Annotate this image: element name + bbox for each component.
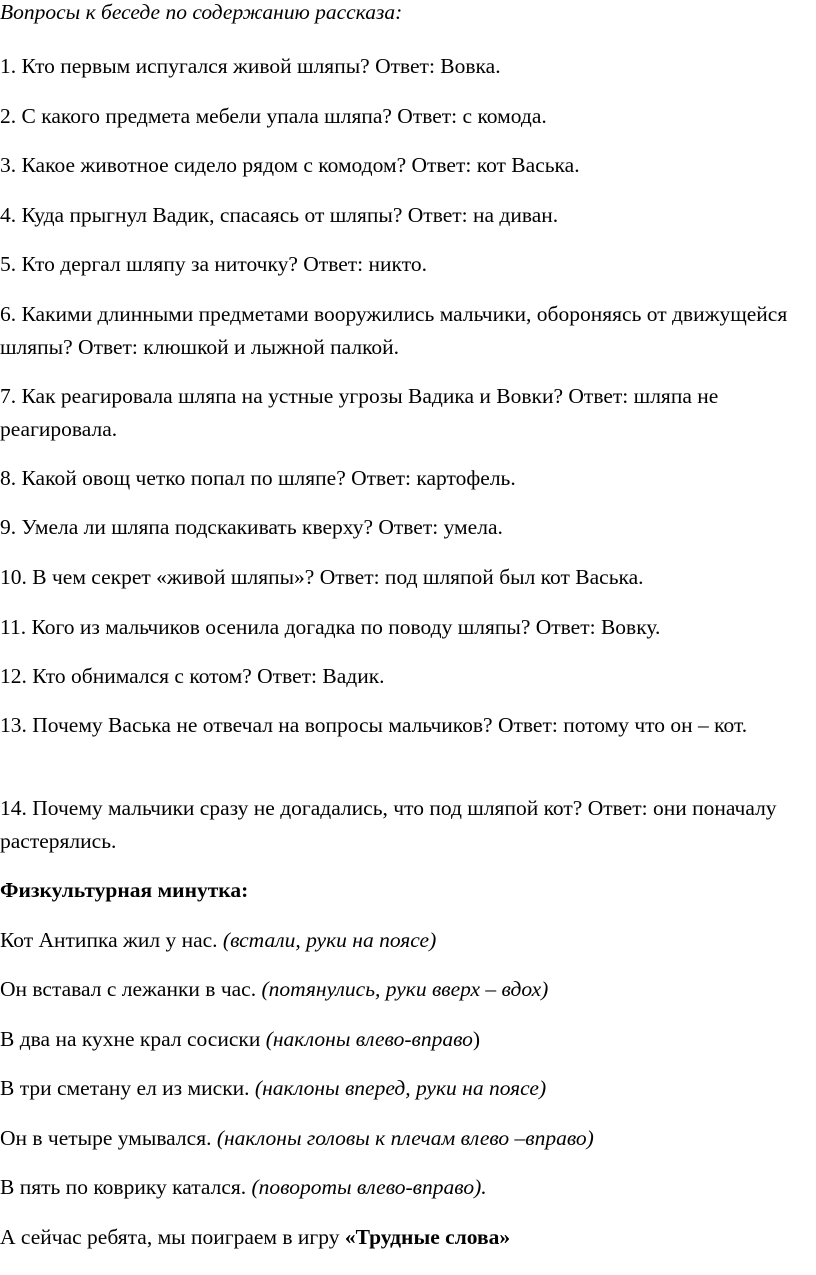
closing-text: А сейчас ребята, мы поиграем в игру [0,1225,345,1249]
question-5: 5. Кто дергал шляпу за ниточку? Ответ: никто. [0,252,427,276]
question-8: 8. Какой овощ четко попал по шляпе? Ответ: картофель. [0,466,516,490]
exercise-line-action: (потянулись, руки вверх – вдох) [261,977,549,1001]
exercise-title: Физкультурная минутка: [0,878,249,902]
exercise-line-text: В пять по коврику катался. [0,1175,252,1199]
question-7: 7. Как реагировала шляпа на устные угрозы Вадика и Вовки? Ответ: шляпа не реагировала. [0,384,719,441]
exercise-line-text: В три сметану ел из миски. [0,1076,255,1100]
closing-line [0,1221,800,1254]
exercise-line-action: (наклоны вперед, руки на поясе) [254,1076,547,1100]
exercise-line-5 [0,1122,800,1155]
exercise-line-action: (встали, руки на поясе) [222,928,437,952]
exercise-line-action: (наклоны влево-вправо [265,1027,473,1051]
exercise-line-3 [0,1023,800,1056]
exercise-line-suffix: ) [472,1027,481,1051]
question-6: 6. Какими длинными предметами вооружились мальчики, обороняясь от движущейся шляпы? Ответ: клюшкой и лыжной палкой. [0,302,788,359]
exercise-line-text: Он в четыре умывался. [0,1126,217,1150]
exercise-line-1 [0,924,800,957]
exercise-line-2 [0,973,800,1006]
questions-heading: Вопросы к беседе по содержанию рассказа: [0,0,403,24]
exercise-line-action: (повороты влево-вправо). [251,1175,487,1199]
question-14: 14. Почему мальчики сразу не догадались, что под шляпой кот? Ответ: они поначалу растерялись. [0,796,777,853]
question-1: 1. Кто первым испугался живой шляпы? Ответ: Вовка. [0,54,501,78]
question-11: 11. Кого из мальчиков осенила догадка по поводу шляпы? Ответ: Вовку. [0,615,661,639]
exercise-line-4 [0,1072,800,1105]
exercise-line-text: Кот Антипка жил у нас. [0,928,223,952]
question-4: 4. Куда прыгнул Вадик, спасаясь от шляпы? Ответ: на диван. [0,203,559,227]
exercise-line-text: Он вставал с лежанки в час. [0,977,262,1001]
exercise-line-action: (наклоны головы к плечам влево –вправо) [216,1126,594,1150]
exercise-line-text: В два на кухне крал сосиски [0,1027,266,1051]
exercise-line-6 [0,1171,800,1204]
question-9: 9. Умела ли шляпа подскакивать кверху? Ответ: умела. [0,515,503,539]
question-2: 2. С какого предмета мебели упала шляпа? Ответ: с комода. [0,104,547,128]
question-10: 10. В чем секрет «живой шляпы»? Ответ: под шляпой был кот Васька. [0,565,644,589]
question-13: 13. Почему Васька не отвечал на вопросы мальчиков? Ответ: потому что он – кот. [0,713,748,737]
question-3: 3. Какое животное сидело рядом с комодом? Ответ: кот Васька. [0,153,580,177]
question-12: 12. Кто обнимался с котом? Ответ: Вадик. [0,664,385,688]
game-title: «Трудные слова» [344,1225,511,1249]
